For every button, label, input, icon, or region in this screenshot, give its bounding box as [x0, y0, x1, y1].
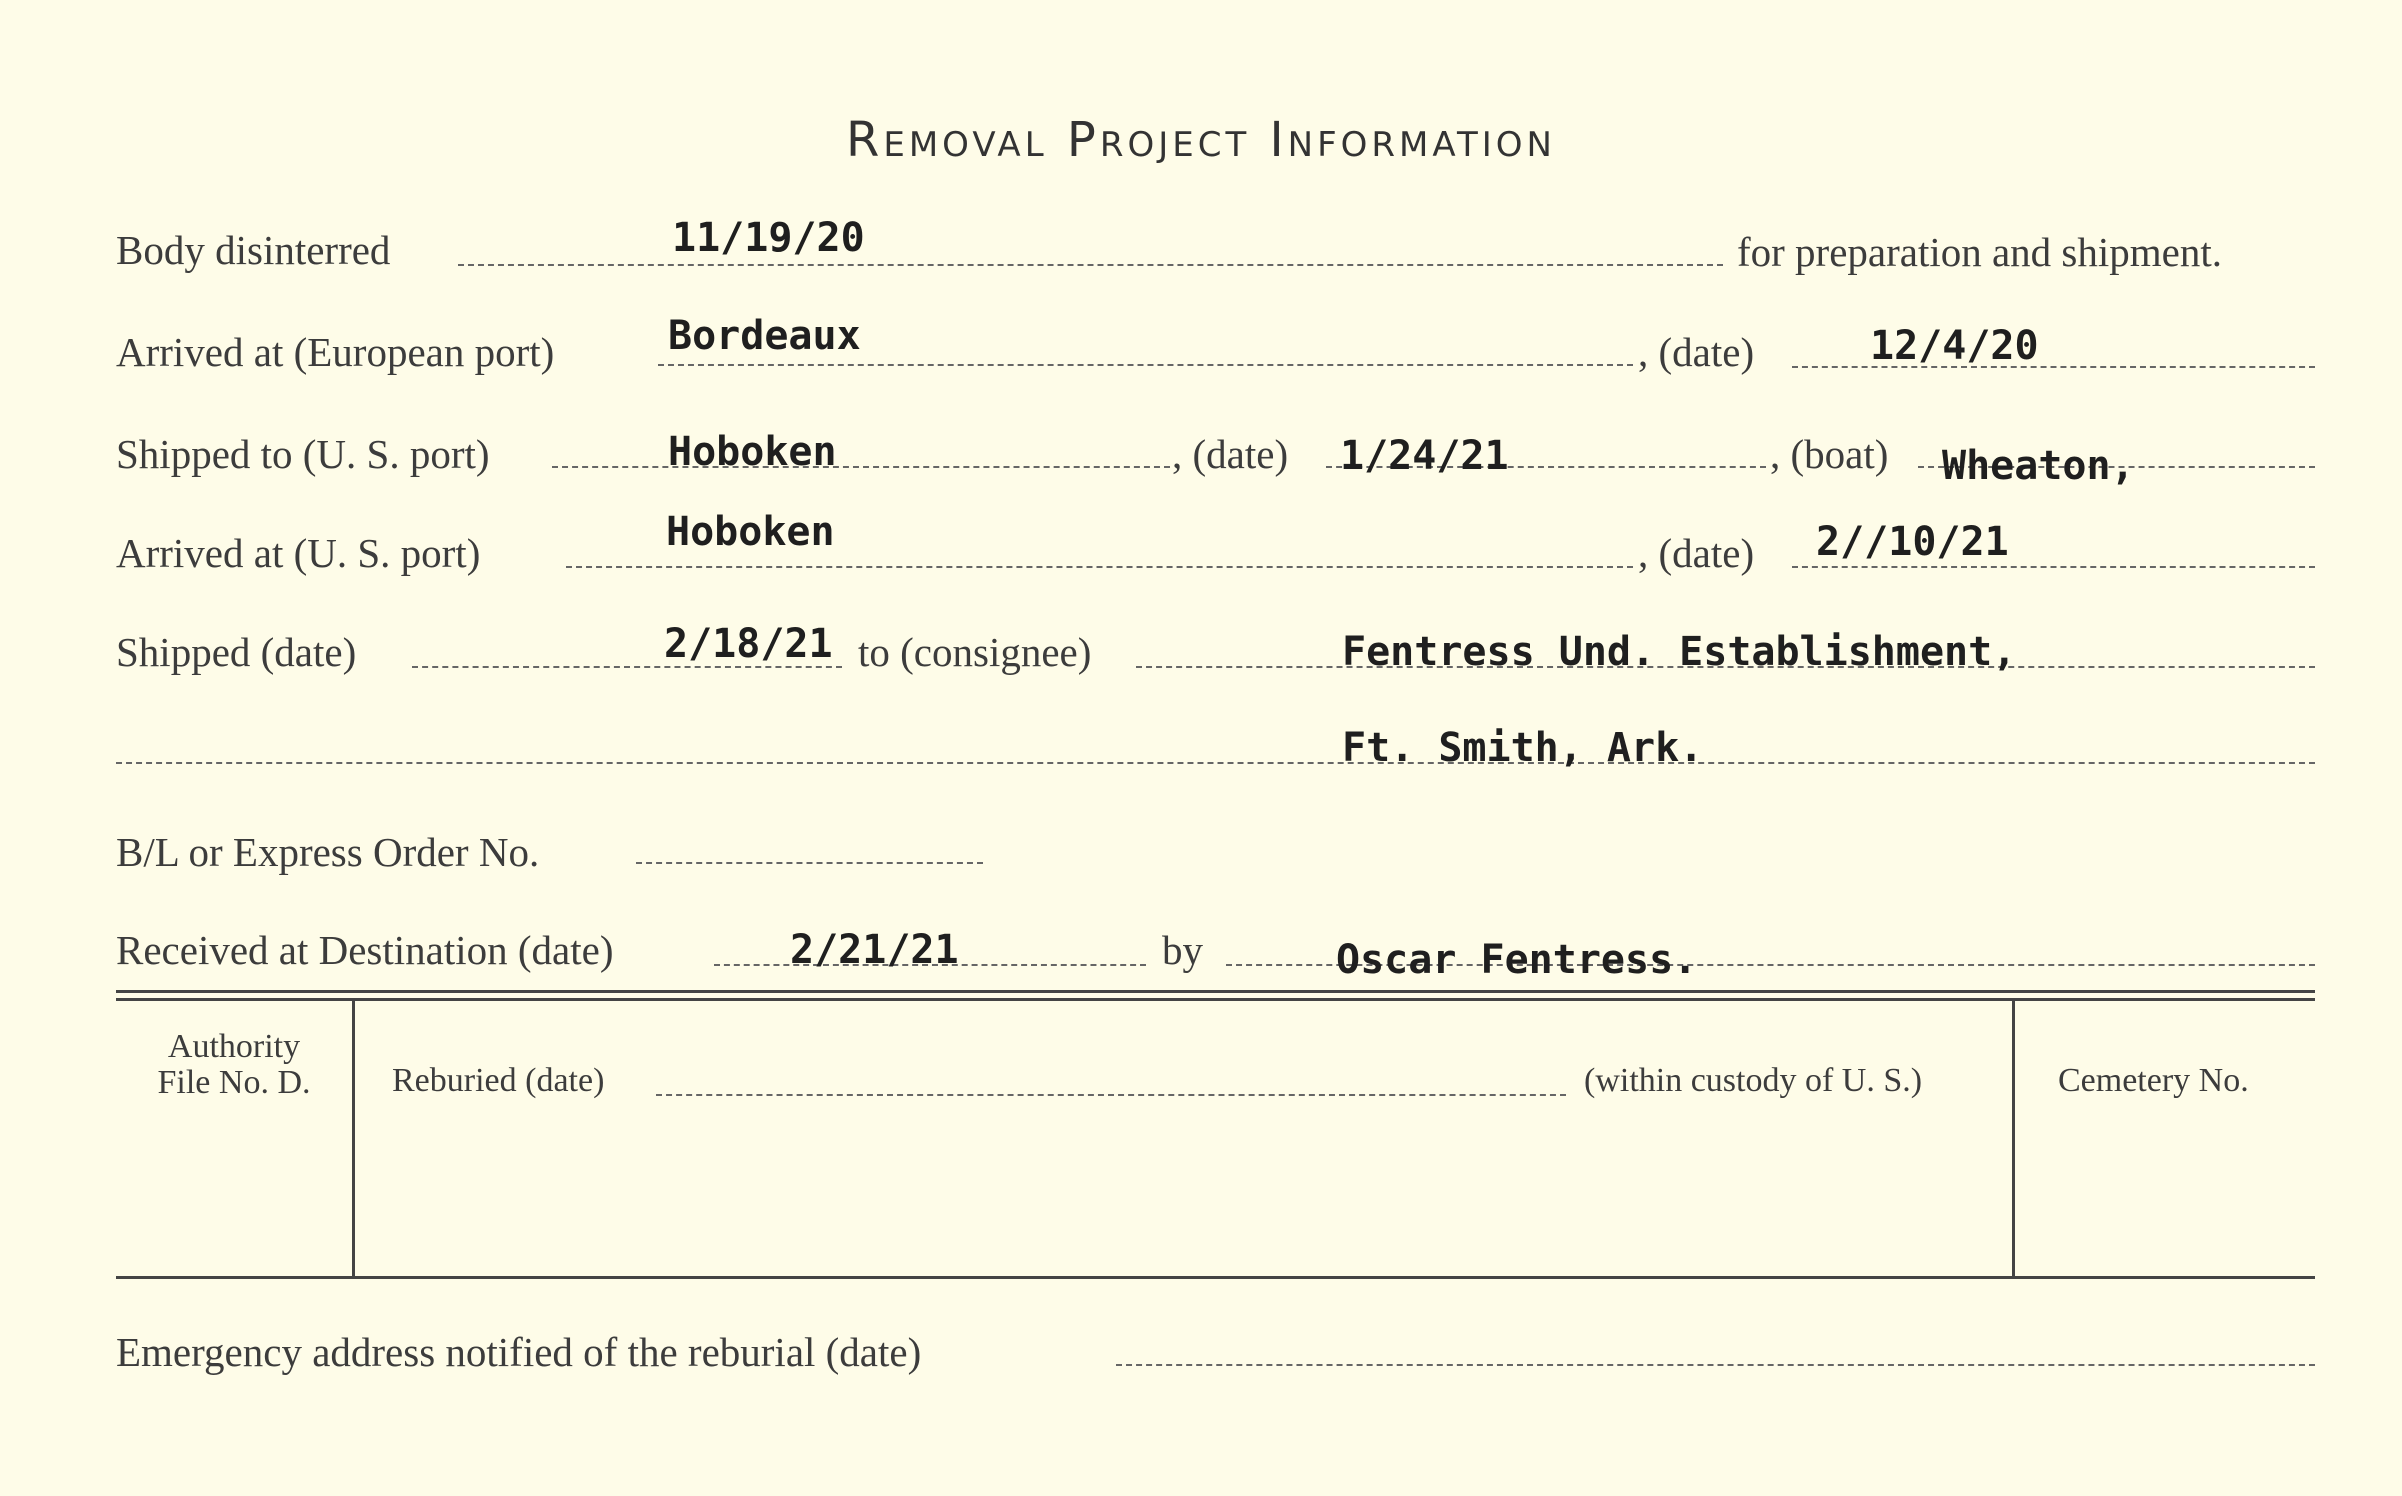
received-date: 2/21/21: [790, 927, 959, 973]
received-by-label: by: [1162, 927, 1203, 973]
emergency-label: Emergency address notified of the reburial (date): [116, 1329, 922, 1375]
arrived-us-date: 2//10/21: [1816, 519, 2009, 565]
arrived-us-date-label: , (date): [1638, 530, 1755, 576]
shipped-us-date-label: , (date): [1172, 431, 1289, 477]
shipped-us-boat: Wheaton,: [1942, 443, 2135, 489]
authority-label-1: Authority: [167, 1028, 301, 1065]
authority-label-2: File No. D.: [157, 1064, 311, 1101]
arrived-us-line: [566, 566, 1633, 568]
table-top-rule-2: [116, 998, 2315, 1001]
shipped-us-line: [552, 466, 1170, 468]
disinterred-line: [458, 264, 1723, 266]
shipped-us-port: Hoboken: [668, 429, 837, 475]
arrived-us-date-line: [1792, 566, 2315, 568]
table-divider-left: [352, 1000, 355, 1276]
bl-line: [636, 862, 983, 864]
shipped-us-boat-label: , (boat): [1770, 431, 1889, 477]
consignee-value-2: Ft. Smith, Ark.: [1342, 725, 1704, 771]
emergency-line: [1116, 1364, 2315, 1366]
table-top-rule-1: [116, 990, 2315, 993]
shipped-us-date: 1/24/21: [1340, 433, 1509, 479]
shipped-us-label: Shipped to (U. S. port): [116, 431, 490, 477]
consignee-line-2: [116, 762, 2315, 764]
disinterred-value: 11/19/20: [672, 215, 865, 261]
reburied-label: Reburied (date): [392, 1062, 605, 1099]
arrived-us-port: Hoboken: [666, 509, 835, 555]
arrived-europe-port: Bordeaux: [668, 313, 861, 359]
consignee-label: to (consignee): [858, 629, 1092, 675]
disinterred-suffix: for preparation and shipment.: [1737, 229, 2223, 275]
arrived-us-label: Arrived at (U. S. port): [116, 530, 481, 576]
table-bottom-rule: [116, 1276, 2315, 1279]
shipped-date: 2/18/21: [664, 621, 833, 667]
arrived-europe-date-label: , (date): [1638, 329, 1755, 375]
arrived-europe-label: Arrived at (European port): [116, 329, 555, 375]
custody-label: (within custody of U. S.): [1584, 1062, 1923, 1099]
received-by: Oscar Fentress.: [1336, 937, 1698, 983]
arrived-europe-date: 12/4/20: [1870, 323, 2039, 369]
shipped-label: Shipped (date): [116, 629, 357, 675]
consignee-value: Fentress Und. Establishment,: [1342, 629, 2017, 675]
reburied-line: [656, 1094, 1566, 1096]
received-label: Received at Destination (date): [116, 927, 614, 973]
cemetery-label: Cemetery No.: [2058, 1062, 2249, 1099]
table-divider-right: [2012, 1000, 2015, 1276]
arrived-europe-line: [658, 364, 1633, 366]
disinterred-label: Body disinterred: [116, 227, 391, 273]
card-title: Removal Project Information: [846, 112, 1556, 168]
bl-label: B/L or Express Order No.: [116, 829, 540, 875]
